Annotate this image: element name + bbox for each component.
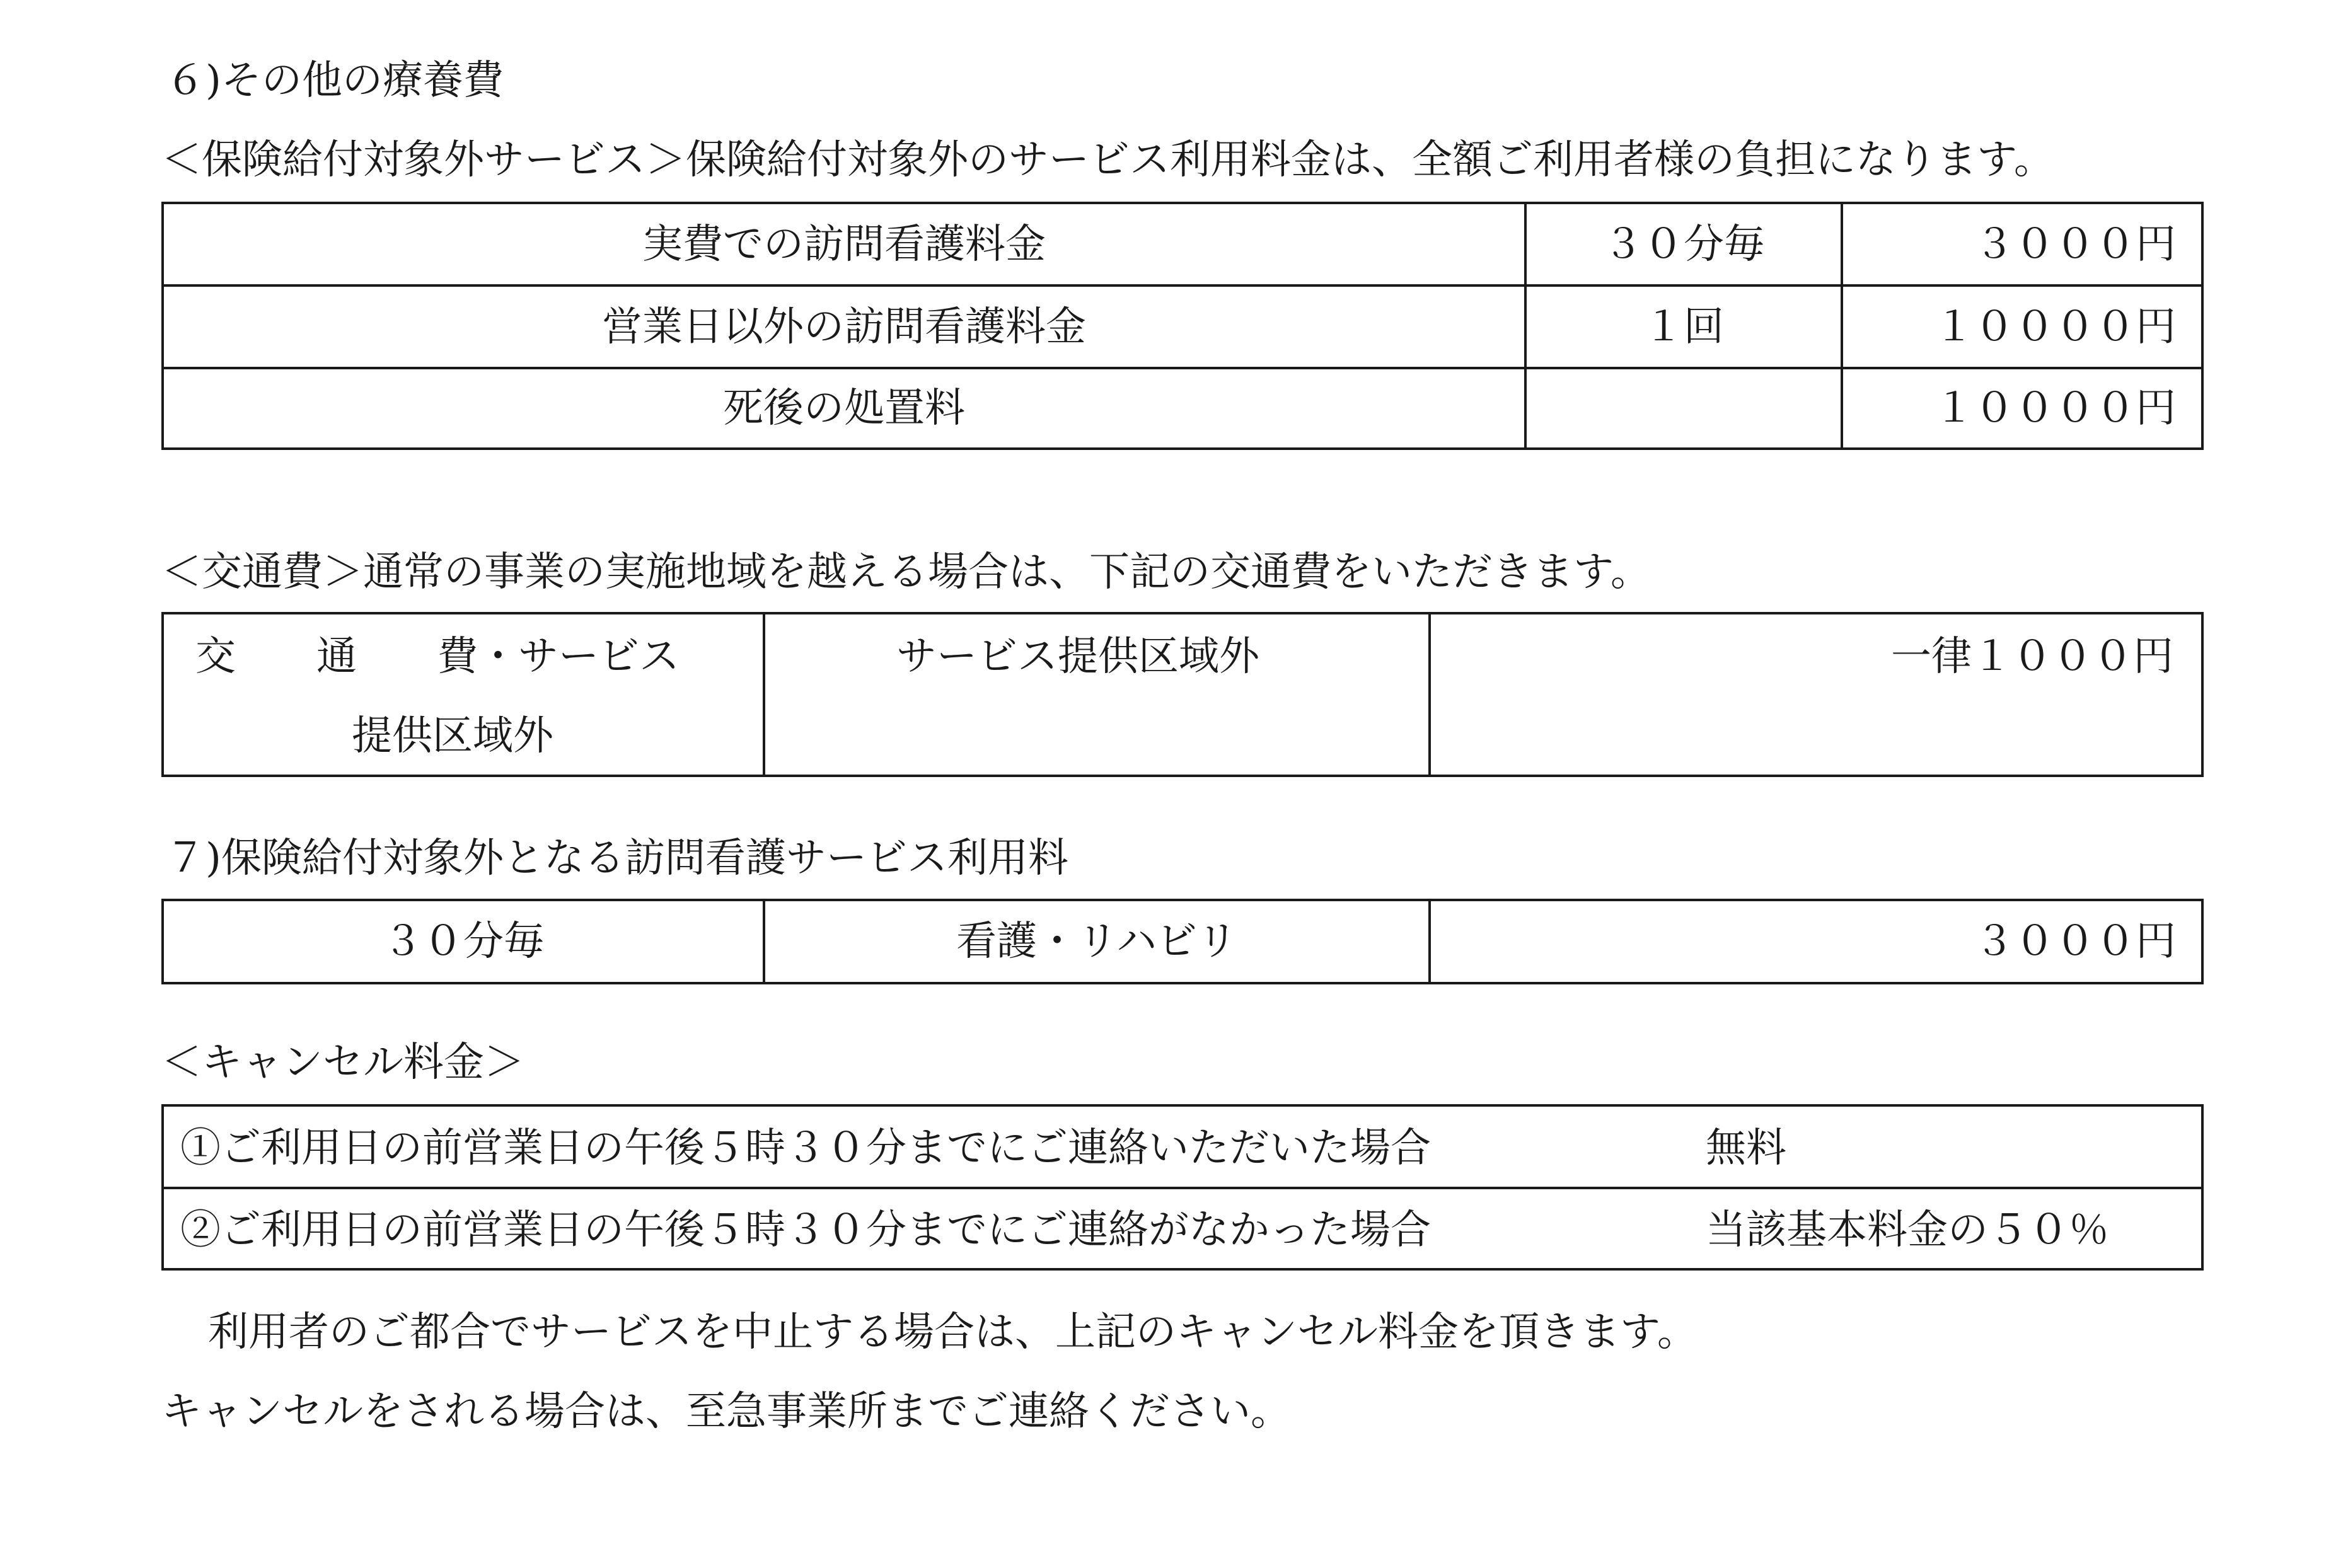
service-unit: ３０分毎 [383,918,544,965]
fee-item: 実費での訪問看護料金 [642,221,1046,268]
fee-price: １００００円 [1934,385,2176,432]
section-6-heading: ６)その他の療養費 [165,57,504,104]
section-6-intro: ＜保険給付対象外サービス＞保険給付対象外のサービス利用料金は、全額ご利用者様の負担になります。 [161,137,2054,183]
fee-item: 営業日以外の訪問看護料金 [602,303,1086,350]
transport-intro: ＜交通費＞通常の事業の実施地域を越える場合は、下記の交通費をいただきます。 [161,549,1651,596]
cancel-note-line2: キャンセルをされる場合は、至急事業所までご連絡ください。 [161,1388,1291,1435]
cancel-note-line1: 利用者のご都合でサービスを中止する場合は、上記のキャンセル料金を頂きます。 [208,1309,1698,1356]
cancel-fee: 当該基本料金の５０％ [1706,1207,2109,1254]
cancel-fee: 無料 [1706,1125,1786,1172]
cancel-condition: ②ご利用日の前営業日の午後５時３０分までにご連絡がなかった場合 [180,1207,1431,1254]
cancel-condition: ①ご利用日の前営業日の午後５時３０分までにご連絡いただいた場合 [180,1125,1431,1172]
fee-item: 死後の処置料 [723,385,965,432]
service-price: ３０００円 [1974,918,2176,965]
fee-price: １００００円 [1934,303,2176,350]
transport-price: 一律１０００円 [1891,633,2173,680]
row-divider [161,1187,2204,1189]
column-divider [1428,612,1431,777]
fee-price: ３０００円 [1974,221,2176,268]
fee-unit [1527,369,1841,447]
service-type: 看護・リハビリ [956,918,1238,965]
section-7-heading: ７)保険給付対象外となる訪問看護サービス利用料 [165,835,1068,882]
transport-label-line1: 交 通 費・サービス [195,633,680,680]
column-divider [763,612,765,777]
cancel-heading: ＜キャンセル料金＞ [161,1039,524,1086]
fee-unit: ３０分毎 [1603,221,1764,268]
fee-unit: １回 [1643,303,1724,350]
transport-area: サービス提供区域外 [896,633,1259,680]
transport-label-line2: 提供区域外 [352,713,553,759]
